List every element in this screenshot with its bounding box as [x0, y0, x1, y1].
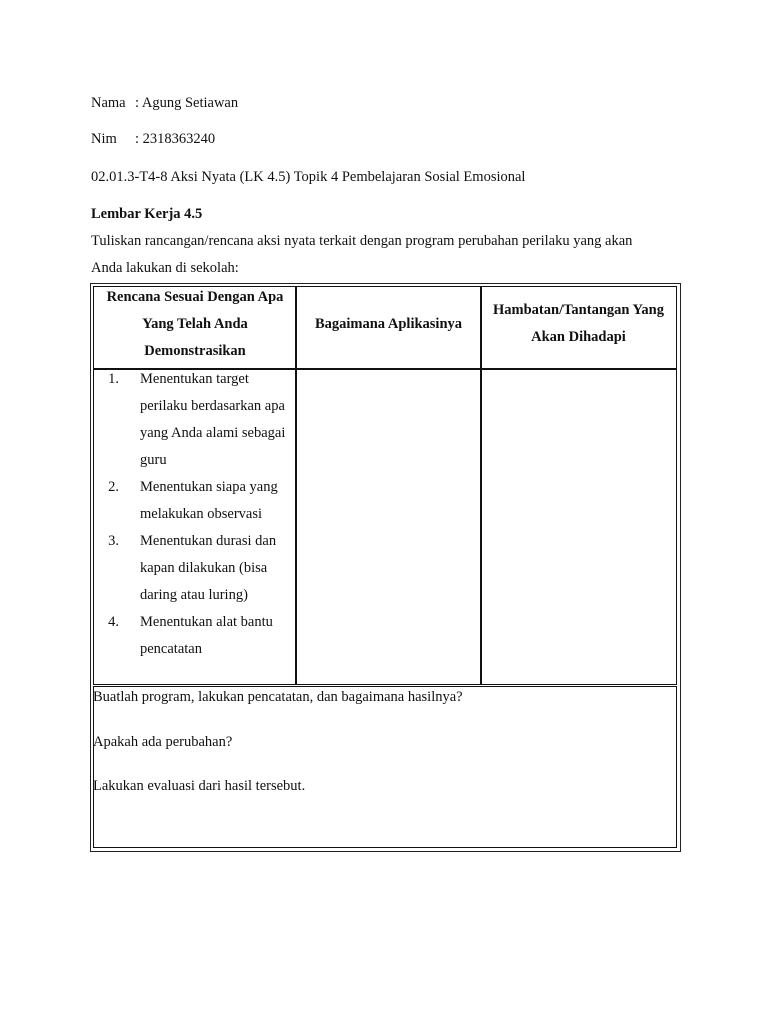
list-line: kapan dilakukan (bisa [140, 560, 268, 576]
worksheet-heading: Lembar Kerja 4.5 [91, 206, 203, 222]
nim-label: Nim [91, 131, 117, 147]
nim-value: : 2318363240 [135, 131, 216, 147]
list-line: yang Anda alami sebagai [140, 425, 286, 441]
list-line: daring atau luring) [140, 587, 248, 603]
document-title: 02.01.3-T4-8 Aksi Nyata (LK 4.5) Topik 4 Pembelajaran Sosial Emosional [91, 169, 526, 185]
list-number: 3. [108, 533, 119, 549]
footer-question-1: Buatlah program, lakukan pencatatan, dan bagaimana hasilnya? [93, 689, 463, 705]
list-number: 4. [108, 614, 119, 630]
list-line: guru [140, 452, 167, 468]
col1-header-line: Demonstrasikan [144, 343, 246, 359]
col1-header [93, 284, 297, 365]
list-line: pencatatan [140, 641, 202, 657]
list-line: Menentukan alat bantu [140, 614, 273, 630]
list-line: Menentukan target [140, 371, 249, 387]
instruction-line-1: Tuliskan rancangan/rencana aksi nyata terkait dengan program perubahan perilaku yang akan [91, 233, 633, 249]
list-line: melakukan observasi [140, 506, 263, 522]
col3-header-line: Hambatan/Tantangan Yang [493, 302, 664, 318]
footer-question-2: Apakah ada perubahan? [93, 734, 233, 750]
col3-header [480, 297, 677, 351]
nama-label: Nama [91, 95, 126, 111]
nama-value: : Agung Setiawan [135, 95, 239, 111]
list-line: perilaku berdasarkan apa [140, 398, 285, 414]
col1-header-line: Yang Telah Anda [142, 316, 248, 332]
col3-header-line: Akan Dihadapi [531, 329, 626, 345]
list-number: 2. [108, 479, 119, 495]
footer-question-3: Lakukan evaluasi dari hasil tersebut. [93, 778, 306, 794]
instruction-line-2: Anda lakukan di sekolah: [91, 260, 239, 276]
list-line: Menentukan durasi dan [140, 533, 277, 549]
list-number: 1. [108, 371, 119, 387]
col2-header: Bagaimana Aplikasinya [314, 316, 463, 332]
list-line: Menentukan siapa yang [140, 479, 278, 495]
col1-header-line: Rencana Sesuai Dengan Apa [106, 289, 284, 305]
